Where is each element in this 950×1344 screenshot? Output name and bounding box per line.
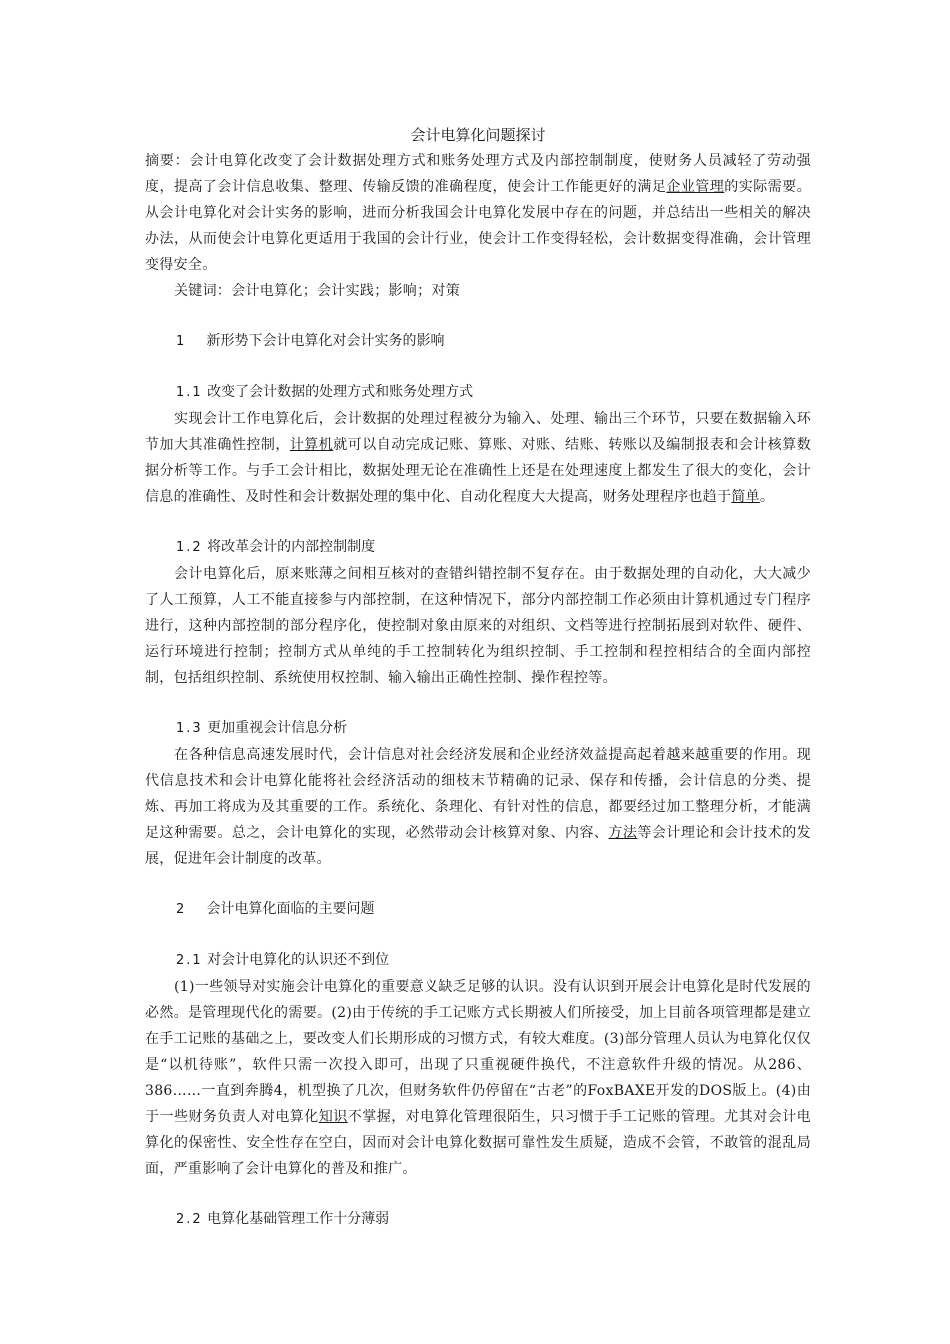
- paragraph-1-1: 实现会计工作电算化后，会计数据的处理过程被分为输入、处理、输出三个环节，只要在数据输入环节加大其准确性控制，计算机就可以自动完成记账、算账、对账、结账、转账以及编制报表和会计核算数据分析等工作。与手工会计相比，数据处理无论在准确性上还是在处理速度上都发生了很大的变化，会计信息的准确性、及时性和会计数据处理的集中化、自动化程度大大提高，财务处理程序也趋于简单。: [145, 411, 812, 505]
- link-simple[interactable]: 简单: [731, 489, 760, 505]
- subsection-heading-1-2: 1.2 将改革会计的内部控制制度: [176, 539, 376, 555]
- link-method[interactable]: 方法: [608, 825, 638, 841]
- paragraph-1-2: 会计电算化后，原来账薄之间相互核对的查错纠错控制不复存在。由于数据处理的自动化，大大减少了人工预算，人工不能直接参与内部控制，在这种情况下，部分内部控制工作必须由计算机通过专门程序进行，这种内部控制的部分程序化，使控制对象由原来的对组织、文档等进行控制拓展到对软件、硬件、运行环境进行控制；控制方式从单纯的手工控制转化为组织控制、手工控制和程控相结合的全面内部控制，包括组织控制、系统使用权控制、输入输出正确性控制、操作程控等。: [145, 566, 811, 686]
- subsection-heading-2-2: 2.2 电算化基础管理工作十分薄弱: [176, 1211, 390, 1227]
- subsection-heading-1-1: 1.1 改变了会计数据的处理方式和账务处理方式: [176, 384, 474, 400]
- section-heading-2: 2 会计电算化面临的主要问题: [176, 901, 375, 917]
- keywords: 关键词：会计电算化；会计实践；影响；对策: [174, 283, 460, 299]
- abstract-text: 会计电算化改变了会计数据处理方式和账务处理方式及内部控制制度，使财务人员减轻了劳动强度，提高了会计信息收集、整理、传输反馈的准确程度，使会计工作能更好的满足: [145, 153, 811, 195]
- link-knowledge[interactable]: 知识: [318, 1109, 348, 1125]
- subsection-heading-1-3: 1.3 更加重视会计信息分析: [176, 720, 348, 736]
- paragraph-1-3: 在各种信息高速发展时代，会计信息对社会经济发展和企业经济效益提高起着越来越重要的作用。现代信息技术和会计电算化能将社会经济活动的细枝末节精确的记录、保存和传播，会计信息的分类、提炼、再加工将成为及其重要的工作。系统化、条理化、有针对性的信息，都要经过加工整理分析，才能满足这种需要。总之，会计电算化的实现，必然带动会计核算对象、内容、方法等会计理论和会计技术的发展，促进年会计制度的改革。: [145, 747, 811, 867]
- paragraph-2-1: (1)一些领导对实施会计电算化的重要意义缺乏足够的认识。没有认识到开展会计电算化是时代发展的必然。是管理现代化的需要。(2)由于传统的手工记账方式长期被人们所接受，加上目前各项管理都是建立在手工记账的基础之上，要改变人们长期形成的习惯方式，有较大难度。(3)部分管理人员认为电算化仅仅是“以机待账”，软件只需一次投入即可，出现了只重视硬件换代，不注意软件升级的情况。从286、386……一直到奔腾4，机型换了几次，但财务软件仍停留在“古老”的FoxBAXE开发的DOS版上。(4)由于一些财务负责人对电算化知识不掌握，对电算化管理很陌生，只习惯于手工记账的管理。尤其对会计电算化的保密性、安全性存在空白，因而对会计电算化数据可靠性发生质疑，造成不会管，不敢管的混乱局面，严重影响了会计电算化的普及和推广。: [145, 979, 811, 1177]
- subsection-heading-2-1: 2.1 对会计电算化的认识还不到位: [176, 952, 390, 968]
- document-page: [145, 122, 811, 1233]
- link-enterprise-management[interactable]: 企业管理: [666, 179, 725, 195]
- abstract-label: 摘要：: [145, 153, 190, 169]
- document-title: 会计电算化问题探讨: [410, 126, 546, 144]
- link-computer[interactable]: 计算机: [289, 437, 334, 453]
- abstract-text: 的实际需要。从会计电算化对会计实务的影响，进而分析我国会计电算化发展中存在的问题，并总结出一些相关的解决办法，从而使会计电算化更适用于我国的会计行业，使会计工作变得轻松，会计数据变得准确，会计管理变得安全。: [145, 179, 811, 273]
- abstract-paragraph: [145, 148, 811, 278]
- section-heading-1: 1 新形势下会计电算化对会计实务的影响: [176, 333, 445, 349]
